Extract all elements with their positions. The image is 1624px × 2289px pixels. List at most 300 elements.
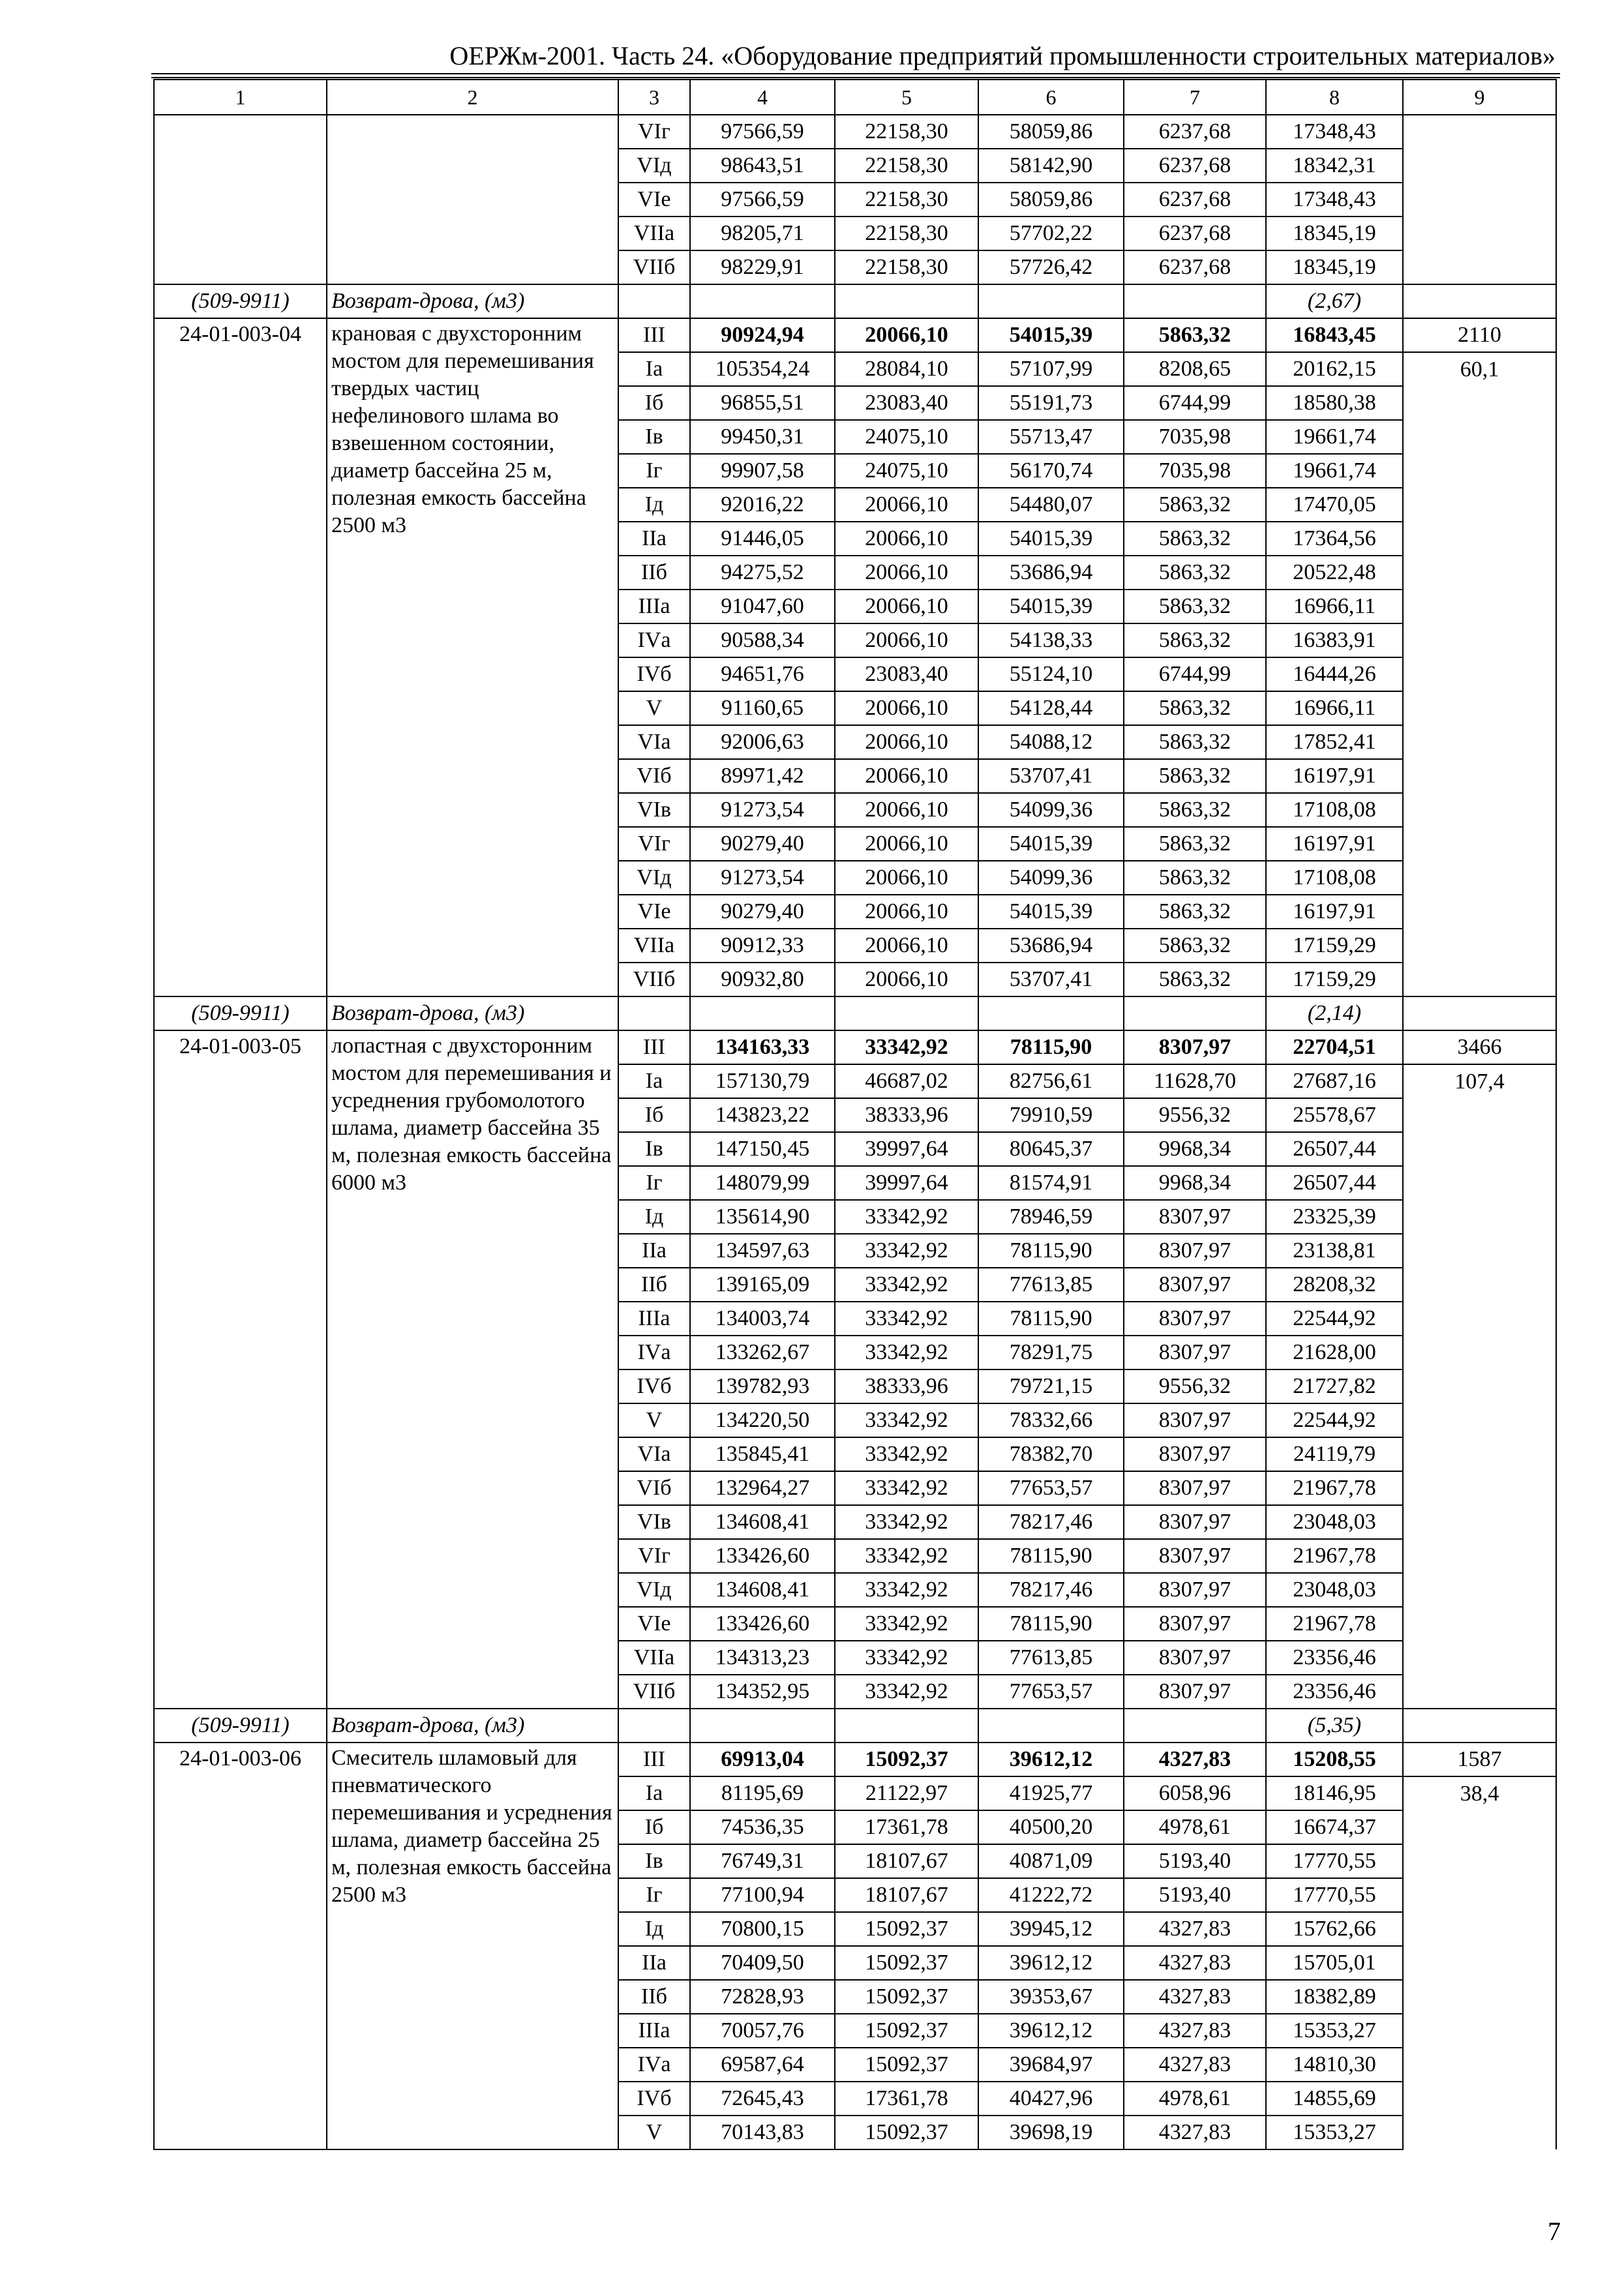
value-cell: 18345,19: [1266, 250, 1403, 284]
zone-cell: IIб: [618, 1980, 690, 2014]
value-cell: 81195,69: [690, 1776, 835, 1810]
value-cell: 81574,91: [978, 1166, 1124, 1200]
value-cell: 15705,01: [1266, 1946, 1403, 1980]
col9-empty: [1403, 1878, 1556, 1912]
value-cell: 5863,32: [1124, 793, 1266, 827]
value-cell: 33342,92: [835, 1607, 978, 1641]
value-cell: 15092,37: [835, 1912, 978, 1946]
col9-empty: [1403, 1471, 1556, 1505]
value-cell: 20066,10: [835, 895, 978, 929]
empty-cell: [978, 1709, 1124, 1743]
return-row: [154, 996, 1556, 1030]
value-cell: 41222,72: [978, 1878, 1124, 1912]
value-cell: 139165,09: [690, 1268, 835, 1302]
value-cell: 78332,66: [978, 1403, 1124, 1437]
value-cell: 20066,10: [835, 963, 978, 996]
value-cell: 76749,31: [690, 1844, 835, 1878]
col9-empty: [1403, 1234, 1556, 1268]
col9-empty: [1403, 2116, 1556, 2149]
value-cell: 5863,32: [1124, 488, 1266, 522]
zone-cell: Iа: [618, 1776, 690, 1810]
value-cell: 22544,92: [1266, 1302, 1403, 1336]
value-cell: 8307,97: [1124, 1302, 1266, 1336]
col9-empty: [1403, 793, 1556, 827]
value-cell: 20522,48: [1266, 556, 1403, 590]
col9-empty: [1403, 1946, 1556, 1980]
value-cell: 4327,83: [1124, 2116, 1266, 2149]
value-cell: 57702,22: [978, 217, 1124, 250]
value-cell: 33342,92: [835, 1234, 978, 1268]
col9-value: 60,1: [1403, 352, 1556, 386]
zone-cell: VIIб: [618, 963, 690, 996]
value-cell: 18580,38: [1266, 386, 1403, 420]
value-cell: 98205,71: [690, 217, 835, 250]
value-cell: 132964,27: [690, 1471, 835, 1505]
col9-empty: [1403, 2082, 1556, 2116]
value-cell: 133426,60: [690, 1607, 835, 1641]
zone-cell: IIа: [618, 522, 690, 556]
value-cell: 22158,30: [835, 250, 978, 284]
value-cell: 41925,77: [978, 1776, 1124, 1810]
value-cell: 8307,97: [1124, 1200, 1266, 1234]
value-cell: 20066,10: [835, 793, 978, 827]
value-cell: 33342,92: [835, 1336, 978, 1369]
value-cell: 78217,46: [978, 1573, 1124, 1607]
col9-empty: [1403, 590, 1556, 623]
zone-cell: VIа: [618, 725, 690, 759]
value-cell: 15092,37: [835, 1743, 978, 1776]
value-cell: 22158,30: [835, 217, 978, 250]
value-cell: 16383,91: [1266, 623, 1403, 657]
return-label: Возврат-дрова, (м3): [327, 284, 618, 318]
return-row: [154, 1709, 1556, 1743]
col9-empty: [1403, 1437, 1556, 1471]
value-cell: 8307,97: [1124, 1505, 1266, 1539]
value-cell: 18345,19: [1266, 217, 1403, 250]
zone-cell: VIе: [618, 895, 690, 929]
return-value: (2,14): [1266, 996, 1403, 1030]
value-cell: 26507,44: [1266, 1166, 1403, 1200]
value-cell: 21727,82: [1266, 1369, 1403, 1403]
value-cell: 39684,97: [978, 2048, 1124, 2082]
value-cell: 99450,31: [690, 420, 835, 454]
col9-empty: [1403, 1844, 1556, 1878]
value-cell: 22158,30: [835, 183, 978, 217]
value-cell: 89971,42: [690, 759, 835, 793]
empty-cell: [690, 1709, 835, 1743]
value-cell: 17108,08: [1266, 793, 1403, 827]
value-cell: 134352,95: [690, 1675, 835, 1709]
value-cell: 91160,65: [690, 691, 835, 725]
value-cell: 134003,74: [690, 1302, 835, 1336]
col9-empty: [1403, 386, 1556, 420]
value-cell: 22704,51: [1266, 1030, 1403, 1064]
zone-cell: IVа: [618, 623, 690, 657]
zone-cell: VIб: [618, 1471, 690, 1505]
empty-cell: [835, 996, 978, 1030]
code-cell-empty: [154, 115, 327, 284]
value-cell: 11628,70: [1124, 1064, 1266, 1098]
value-cell: 5863,32: [1124, 861, 1266, 895]
col9-empty: [1403, 2048, 1556, 2082]
empty-cell: [835, 284, 978, 318]
value-cell: 5863,32: [1124, 963, 1266, 996]
value-cell: 38333,96: [835, 1369, 978, 1403]
empty-cell: [1403, 1709, 1556, 1743]
value-cell: 54128,44: [978, 691, 1124, 725]
col9-empty: [1403, 1607, 1556, 1641]
value-cell: 9556,32: [1124, 1369, 1266, 1403]
zone-cell: VIIб: [618, 1675, 690, 1709]
value-cell: 54099,36: [978, 861, 1124, 895]
value-cell: 21967,78: [1266, 1607, 1403, 1641]
value-cell: 39612,12: [978, 1743, 1124, 1776]
zone-cell: IIIа: [618, 1302, 690, 1336]
col9-empty: [1403, 1302, 1556, 1336]
value-cell: 69913,04: [690, 1743, 835, 1776]
value-cell: 19661,74: [1266, 454, 1403, 488]
zone-cell: Iб: [618, 1810, 690, 1844]
value-cell: 33342,92: [835, 1403, 978, 1437]
value-cell: 20066,10: [835, 725, 978, 759]
value-cell: 6744,99: [1124, 386, 1266, 420]
value-cell: 24119,79: [1266, 1437, 1403, 1471]
value-cell: 78115,90: [978, 1539, 1124, 1573]
zone-cell: Iб: [618, 1098, 690, 1132]
value-cell: 20066,10: [835, 827, 978, 861]
value-cell: 54099,36: [978, 793, 1124, 827]
value-cell: 5863,32: [1124, 556, 1266, 590]
empty-cell: [835, 1709, 978, 1743]
value-cell: 77653,57: [978, 1675, 1124, 1709]
value-cell: 82756,61: [978, 1064, 1124, 1098]
value-cell: 97566,59: [690, 183, 835, 217]
value-cell: 8307,97: [1124, 1234, 1266, 1268]
col9-empty: [1403, 2014, 1556, 2048]
value-cell: 90924,94: [690, 318, 835, 352]
value-cell: 39997,64: [835, 1166, 978, 1200]
value-cell: 16197,91: [1266, 827, 1403, 861]
value-cell: 105354,24: [690, 352, 835, 386]
zone-cell: V: [618, 691, 690, 725]
value-cell: 18146,95: [1266, 1776, 1403, 1810]
zone-cell: VIд: [618, 1573, 690, 1607]
value-cell: 8208,65: [1124, 352, 1266, 386]
value-cell: 70409,50: [690, 1946, 835, 1980]
zone-cell: III: [618, 1030, 690, 1064]
zone-cell: IIа: [618, 1946, 690, 1980]
zone-cell: Iг: [618, 1166, 690, 1200]
value-cell: 14810,30: [1266, 2048, 1403, 2082]
value-cell: 57726,42: [978, 250, 1124, 284]
value-cell: 23138,81: [1266, 1234, 1403, 1268]
value-cell: 21122,97: [835, 1776, 978, 1810]
value-cell: 6237,68: [1124, 115, 1266, 149]
value-cell: 20066,10: [835, 488, 978, 522]
zone-cell: VIIб: [618, 250, 690, 284]
value-cell: 39997,64: [835, 1132, 978, 1166]
value-cell: 33342,92: [835, 1437, 978, 1471]
col9-empty: [1403, 657, 1556, 691]
value-cell: 5863,32: [1124, 318, 1266, 352]
value-cell: 22158,30: [835, 149, 978, 183]
value-cell: 17159,29: [1266, 929, 1403, 963]
empty-cell: [1124, 1709, 1266, 1743]
value-cell: 72828,93: [690, 1980, 835, 2014]
value-cell: 15092,37: [835, 1980, 978, 2014]
value-cell: 17348,43: [1266, 183, 1403, 217]
zone-cell: VIIа: [618, 217, 690, 250]
value-cell: 91446,05: [690, 522, 835, 556]
value-cell: 78115,90: [978, 1030, 1124, 1064]
value-cell: 16444,26: [1266, 657, 1403, 691]
value-cell: 147150,45: [690, 1132, 835, 1166]
value-cell: 20066,10: [835, 522, 978, 556]
value-cell: 15092,37: [835, 1946, 978, 1980]
value-cell: 21967,78: [1266, 1539, 1403, 1573]
page-header: ОЕРЖм-2001. Часть 24. «Оборудование предприятий промышленности строительных материалов»: [449, 41, 1556, 70]
value-cell: 97566,59: [690, 115, 835, 149]
value-cell: 23048,03: [1266, 1505, 1403, 1539]
value-cell: 38333,96: [835, 1098, 978, 1132]
zone-cell: III: [618, 1743, 690, 1776]
value-cell: 53707,41: [978, 963, 1124, 996]
value-cell: 16966,11: [1266, 590, 1403, 623]
zone-cell: IVб: [618, 2082, 690, 2116]
value-cell: 91047,60: [690, 590, 835, 623]
value-cell: 78115,90: [978, 1234, 1124, 1268]
zone-cell: Iд: [618, 1200, 690, 1234]
zone-cell: VIе: [618, 1607, 690, 1641]
value-cell: 18382,89: [1266, 1980, 1403, 2014]
value-cell: 16843,45: [1266, 318, 1403, 352]
value-cell: 28084,10: [835, 352, 978, 386]
value-cell: 15353,27: [1266, 2116, 1403, 2149]
column-number: 8: [1266, 80, 1403, 115]
value-cell: 5193,40: [1124, 1878, 1266, 1912]
col9-empty: [1403, 1268, 1556, 1302]
col9-empty: [1403, 861, 1556, 895]
value-cell: 72645,43: [690, 2082, 835, 2116]
col9-value: 2110: [1403, 318, 1556, 352]
value-cell: 4327,83: [1124, 2048, 1266, 2082]
col9-empty: [1403, 895, 1556, 929]
zone-cell: IVа: [618, 1336, 690, 1369]
value-cell: 40871,09: [978, 1844, 1124, 1878]
value-cell: 78291,75: [978, 1336, 1124, 1369]
value-cell: 98229,91: [690, 250, 835, 284]
zone-cell: Iа: [618, 1064, 690, 1098]
zone-cell: IIб: [618, 1268, 690, 1302]
value-cell: 21628,00: [1266, 1336, 1403, 1369]
col9-empty: [1403, 420, 1556, 454]
zone-cell: IIIа: [618, 590, 690, 623]
value-cell: 8307,97: [1124, 1403, 1266, 1437]
value-cell: 20066,10: [835, 861, 978, 895]
empty-cell: [618, 284, 690, 318]
zone-cell: Iв: [618, 1844, 690, 1878]
value-cell: 135614,90: [690, 1200, 835, 1234]
value-cell: 157130,79: [690, 1064, 835, 1098]
value-cell: 78382,70: [978, 1437, 1124, 1471]
value-cell: 91273,54: [690, 861, 835, 895]
value-cell: 17108,08: [1266, 861, 1403, 895]
zone-cell: VIг: [618, 827, 690, 861]
value-cell: 6237,68: [1124, 149, 1266, 183]
price-table: [153, 79, 1557, 2150]
value-cell: 5193,40: [1124, 1844, 1266, 1878]
value-cell: 4327,83: [1124, 1946, 1266, 1980]
col9-empty: [1403, 1505, 1556, 1539]
value-cell: 8307,97: [1124, 1675, 1266, 1709]
empty-cell: [1403, 996, 1556, 1030]
value-cell: 20162,15: [1266, 352, 1403, 386]
value-cell: 53686,94: [978, 929, 1124, 963]
zone-cell: VIв: [618, 1505, 690, 1539]
value-cell: 6058,96: [1124, 1776, 1266, 1810]
value-cell: 54138,33: [978, 623, 1124, 657]
value-cell: 20066,10: [835, 590, 978, 623]
value-cell: 55124,10: [978, 657, 1124, 691]
col9-empty: [1403, 522, 1556, 556]
col9-empty: [1403, 1132, 1556, 1166]
value-cell: 33342,92: [835, 1268, 978, 1302]
value-cell: 134608,41: [690, 1505, 835, 1539]
value-cell: 78217,46: [978, 1505, 1124, 1539]
value-cell: 27687,16: [1266, 1064, 1403, 1098]
value-cell: 4327,83: [1124, 1743, 1266, 1776]
value-cell: 78946,59: [978, 1200, 1124, 1234]
col9-empty: [1403, 556, 1556, 590]
value-cell: 17159,29: [1266, 963, 1403, 996]
column-number: 2: [327, 80, 618, 115]
value-cell: 17348,43: [1266, 115, 1403, 149]
value-cell: 26507,44: [1266, 1132, 1403, 1166]
col9-empty: [1403, 929, 1556, 963]
value-cell: 15762,66: [1266, 1912, 1403, 1946]
zone-cell: V: [618, 1403, 690, 1437]
zone-cell: VIIа: [618, 1641, 690, 1675]
value-cell: 134608,41: [690, 1573, 835, 1607]
value-cell: 8307,97: [1124, 1268, 1266, 1302]
value-cell: 5863,32: [1124, 759, 1266, 793]
value-cell: 19661,74: [1266, 420, 1403, 454]
item-description: крановая с двухсторонним мостом для перемешивания твердых частиц нефелинового шлама во взвешенном состоянии, диаметр бассейна 25 м, полезная емкость бассейна 2500 м3: [327, 318, 618, 996]
value-cell: 17770,55: [1266, 1878, 1403, 1912]
value-cell: 18107,67: [835, 1878, 978, 1912]
col9-empty: [1403, 1336, 1556, 1369]
value-cell: 8307,97: [1124, 1607, 1266, 1641]
value-cell: 4327,83: [1124, 1912, 1266, 1946]
col9-empty: [1403, 827, 1556, 861]
column-number: 5: [835, 80, 978, 115]
value-cell: 23356,46: [1266, 1675, 1403, 1709]
value-cell: 79910,59: [978, 1098, 1124, 1132]
zone-cell: IIIа: [618, 2014, 690, 2048]
value-cell: 17852,41: [1266, 725, 1403, 759]
value-cell: 5863,32: [1124, 895, 1266, 929]
empty-cell: [690, 284, 835, 318]
value-cell: 15092,37: [835, 2116, 978, 2149]
value-cell: 16197,91: [1266, 895, 1403, 929]
value-cell: 22544,92: [1266, 1403, 1403, 1437]
empty-cell: [978, 284, 1124, 318]
zone-cell: Iд: [618, 488, 690, 522]
value-cell: 20066,10: [835, 929, 978, 963]
zone-cell: IVа: [618, 2048, 690, 2082]
value-cell: 58059,86: [978, 183, 1124, 217]
value-cell: 6237,68: [1124, 183, 1266, 217]
value-cell: 9968,34: [1124, 1166, 1266, 1200]
zone-cell: VIе: [618, 183, 690, 217]
header-rule-top: [151, 73, 1560, 74]
value-cell: 20066,10: [835, 623, 978, 657]
col9-empty: [1403, 1912, 1556, 1946]
value-cell: 77613,85: [978, 1268, 1124, 1302]
value-cell: 16197,91: [1266, 759, 1403, 793]
value-cell: 99907,58: [690, 454, 835, 488]
value-cell: 28208,32: [1266, 1268, 1403, 1302]
value-cell: 39612,12: [978, 2014, 1124, 2048]
value-cell: 80645,37: [978, 1132, 1124, 1166]
empty-cell: [690, 996, 835, 1030]
value-cell: 134597,63: [690, 1234, 835, 1268]
value-cell: 55191,73: [978, 386, 1124, 420]
value-cell: 90279,40: [690, 895, 835, 929]
col9-empty: [1403, 691, 1556, 725]
value-cell: 16674,37: [1266, 1810, 1403, 1844]
zone-cell: IVб: [618, 1369, 690, 1403]
value-cell: 78115,90: [978, 1607, 1124, 1641]
col9-empty: [1403, 488, 1556, 522]
value-cell: 8307,97: [1124, 1573, 1266, 1607]
return-row: [154, 284, 1556, 318]
value-cell: 54015,39: [978, 895, 1124, 929]
empty-cell: [1403, 284, 1556, 318]
value-cell: 134163,33: [690, 1030, 835, 1064]
value-cell: 17770,55: [1266, 1844, 1403, 1878]
value-cell: 5863,32: [1124, 590, 1266, 623]
value-cell: 33342,92: [835, 1302, 978, 1336]
value-cell: 55713,47: [978, 420, 1124, 454]
value-cell: 53707,41: [978, 759, 1124, 793]
zone-cell: Iв: [618, 420, 690, 454]
zone-cell: IIа: [618, 1234, 690, 1268]
value-cell: 4327,83: [1124, 1980, 1266, 2014]
empty-cell: [1124, 284, 1266, 318]
value-cell: 40500,20: [978, 1810, 1124, 1844]
value-cell: 17361,78: [835, 2082, 978, 2116]
value-cell: 4978,61: [1124, 2082, 1266, 2116]
value-cell: 21967,78: [1266, 1471, 1403, 1505]
table-row-main: [154, 1030, 1556, 1064]
value-cell: 20066,10: [835, 759, 978, 793]
value-cell: 74536,35: [690, 1810, 835, 1844]
value-cell: 5863,32: [1124, 725, 1266, 759]
page-number: 7: [1548, 2217, 1561, 2246]
value-cell: 90912,33: [690, 929, 835, 963]
value-cell: 24075,10: [835, 454, 978, 488]
col9-empty: [1403, 1369, 1556, 1403]
value-cell: 7035,98: [1124, 454, 1266, 488]
value-cell: 24075,10: [835, 420, 978, 454]
value-cell: 70800,15: [690, 1912, 835, 1946]
value-cell: 5863,32: [1124, 623, 1266, 657]
value-cell: 8307,97: [1124, 1437, 1266, 1471]
value-cell: 46687,02: [835, 1064, 978, 1098]
value-cell: 33342,92: [835, 1505, 978, 1539]
value-cell: 54015,39: [978, 522, 1124, 556]
